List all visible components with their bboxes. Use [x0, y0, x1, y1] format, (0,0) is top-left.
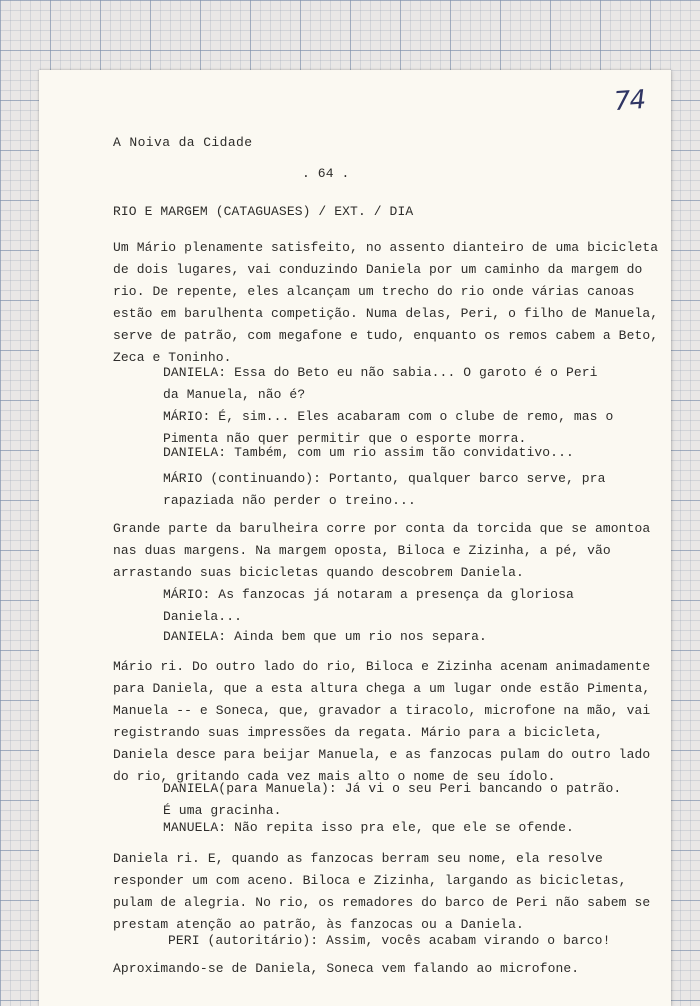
scene-heading: RIO E MARGEM (CATAGUASES) / EXT. / DIA: [113, 204, 414, 219]
text-line: Daniela desce para beijar Manuela, e as fanzocas pulam do outro lado: [113, 747, 651, 762]
text-line: Zeca e Toninho.: [113, 350, 232, 365]
text-line: DANIELA(para Manuela): Já vi o seu Peri bancando o patrão.: [163, 781, 622, 796]
text-line: MÁRIO (continuando): Portanto, qualquer barco serve, pra: [163, 471, 606, 486]
dialogue-block: [163, 626, 487, 648]
text-line: serve de patrão, com megafone e tudo, enquanto os remos cabem a Beto,: [113, 328, 659, 343]
text-line: Manuela -- e Soneca, que, gravador a tiracolo, microfone na mão, vai: [113, 703, 651, 718]
text-line: para Daniela, que a esta altura chega a um lugar onde estão Pimenta,: [113, 681, 651, 696]
text-line: nas duas margens. Na margem oposta, Biloca e Zizinha, a pé, vão: [113, 543, 611, 558]
text-line: prestam atenção ao patrão, às fanzocas ou a Daniela.: [113, 917, 524, 932]
text-line: MÁRIO: É, sim... Eles acabaram com o clube de remo, mas o: [163, 409, 614, 424]
dialogue-block: [163, 778, 621, 822]
dialogue-block: [163, 442, 574, 464]
dialogue-block: [163, 584, 574, 628]
action-paragraph: [113, 518, 650, 584]
text-line: registrando suas impressões da regata. Mário para a bicicleta,: [113, 725, 603, 740]
dialogue-block: [163, 817, 574, 839]
dialogue-block: [163, 362, 598, 406]
text-line: rio. De repente, eles alcançam um trecho do rio onde várias canoas: [113, 284, 635, 299]
text-line: PERI (autoritário): Assim, vocês acabam virando o barco!: [168, 933, 611, 948]
action-paragraph: [113, 656, 650, 788]
action-paragraph: [113, 958, 579, 980]
text-line: Grande parte da barulheira corre por conta da torcida que se amontoa: [113, 521, 651, 536]
document-title: A Noiva da Cidade: [113, 135, 253, 150]
text-line: pulam de alegria. No rio, os remadores do barco de Peri não sabem se: [113, 895, 651, 910]
action-paragraph: [113, 237, 658, 369]
text-line: responder um com aceno. Biloca e Zizinha, largando as bicicletas,: [113, 873, 627, 888]
action-paragraph: [113, 848, 650, 936]
text-line: Pimenta não quer permitir que o esporte morra.: [163, 431, 527, 446]
text-line: MANUELA: Não repita isso pra ele, que ele se ofende.: [163, 820, 574, 835]
text-line: da Manuela, não é?: [163, 387, 306, 402]
text-line: de dois lugares, vai conduzindo Daniela por um caminho da margem do: [113, 262, 643, 277]
text-line: arrastando suas bicicletas quando descobrem Daniela.: [113, 565, 524, 580]
text-line: MÁRIO: As fanzocas já notaram a presença da gloriosa: [163, 587, 574, 602]
text-line: Um Mário plenamente satisfeito, no assento dianteiro de uma bicicleta: [113, 240, 659, 255]
handwritten-folio-number: 74: [612, 84, 647, 118]
text-line: Mário ri. Do outro lado do rio, Biloca e Zizinha acenam animadamente: [113, 659, 651, 674]
text-line: rapaziada não perder o treino...: [163, 493, 416, 508]
text-line: Daniela ri. E, quando as fanzocas berram seu nome, ela resolve: [113, 851, 603, 866]
text-line: DANIELA: Essa do Beto eu não sabia... O garoto é o Peri: [163, 365, 598, 380]
page-number: . 64 .: [302, 166, 350, 181]
dialogue-block: [168, 930, 610, 952]
text-line: Aproximando-se de Daniela, Soneca vem falando ao microfone.: [113, 961, 580, 976]
text-line: estão em barulhenta competição. Numa delas, Peri, o filho de Manuela,: [113, 306, 659, 321]
text-line: Daniela...: [163, 609, 243, 624]
text-line: DANIELA: Ainda bem que um rio nos separa.: [163, 629, 487, 644]
text-line: É uma gracinha.: [163, 803, 282, 818]
text-line: DANIELA: Também, com um rio assim tão convidativo...: [163, 445, 574, 460]
text-line: do rio, gritando cada vez mais alto o nome de seu ídolo.: [113, 769, 556, 784]
dialogue-block: [163, 468, 605, 512]
